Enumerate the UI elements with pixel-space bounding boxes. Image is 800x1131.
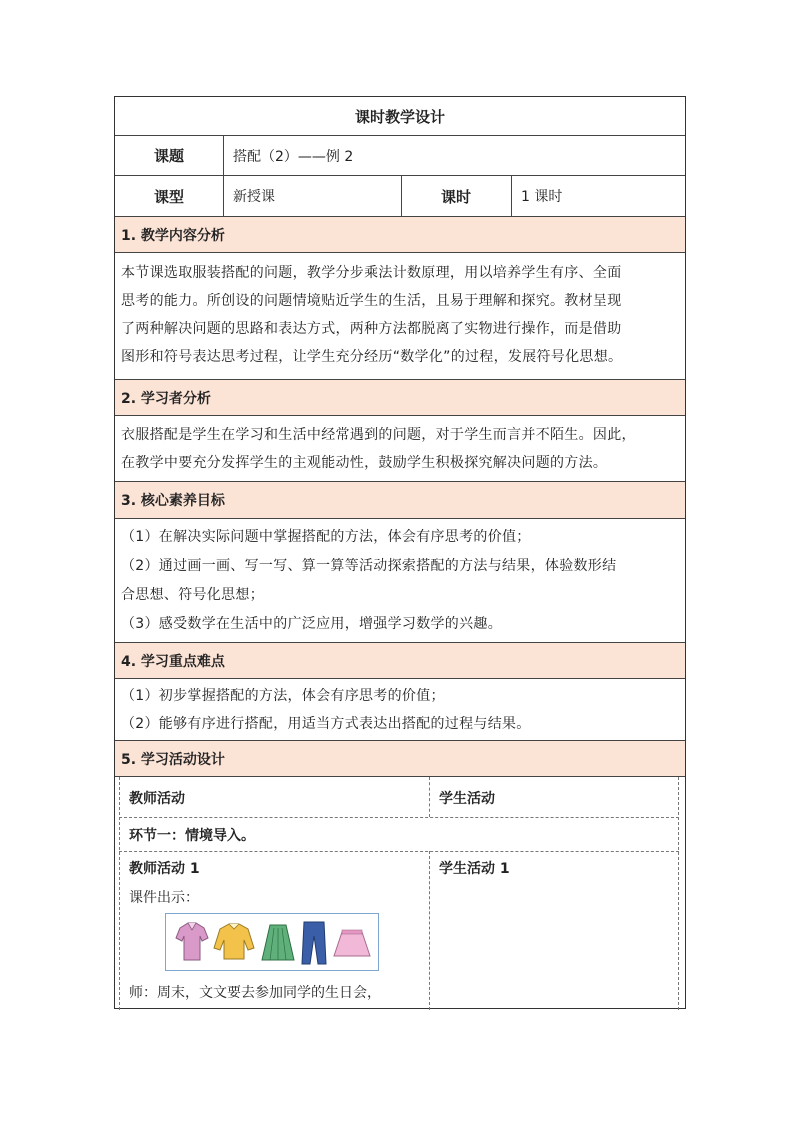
section-heading-core-goals: 3. 核心素养目标 xyxy=(115,482,685,519)
content-analysis-text xyxy=(121,259,679,371)
topic-row xyxy=(115,136,685,176)
text-line: （2）能够有序进行搭配，用适当方式表达出搭配的过程与结果。 xyxy=(121,716,531,732)
period-label: 课时 xyxy=(440,187,471,206)
green-skirt-icon xyxy=(262,925,294,960)
text-line: 衣服搭配是学生在学习和生活中经常遇到的问题，对于学生而言并不陌生。因此， xyxy=(121,427,636,443)
type-value: 新授课 xyxy=(233,189,275,205)
type-label: 课型 xyxy=(153,187,184,206)
stage-one-text: 环节一：情境导入。 xyxy=(129,828,255,844)
section-body-learner-analysis xyxy=(115,416,685,482)
section-heading-learner-analysis: 2. 学习者分析 xyxy=(115,380,685,416)
text-line: 本节课选取服装搭配的问题，教学分步乘法计数原理，用以培养学生有序、全面 xyxy=(121,265,622,281)
section-heading-key-points: 4. 学习重点难点 xyxy=(115,643,685,679)
blue-jeans-icon xyxy=(302,922,326,964)
topic-value: 搭配（2）——例 2 xyxy=(233,148,354,165)
key-points-text xyxy=(121,682,679,738)
learner-analysis-text xyxy=(121,421,679,477)
text-line: 合思想、符号化思想； xyxy=(121,587,264,603)
courseware-label: 课件出示： xyxy=(129,890,199,906)
section-body-core-goals xyxy=(115,519,685,643)
text-line: （1）在解决实际问题中掌握搭配的方法，体会有序思考的价值； xyxy=(121,529,531,545)
text-line: 了两种解决问题的思路和表达方式，两种方法都脱离了实物进行操作，而是借助 xyxy=(121,321,622,337)
text-line: 在教学中要充分发挥学生的主观能动性，鼓励学生积极探究解决问题的方法。 xyxy=(121,455,608,471)
student-activity-1: 学生活动 1 xyxy=(439,861,510,877)
clothes-image xyxy=(165,913,379,971)
core-goals-text xyxy=(121,523,679,639)
topic-label: 课题 xyxy=(153,147,184,165)
pink-skirt-icon xyxy=(334,930,370,956)
text-line: （1）初步掌握搭配的方法，体会有序思考的价值； xyxy=(121,688,445,704)
lesson-plan-table xyxy=(114,96,686,1009)
page-title: 课时教学设计 xyxy=(354,107,445,126)
yellow-sweater-icon xyxy=(214,924,254,959)
text-line: 图形和符号表达思考过程，让学生充分经历“数学化”的过程，发展符号化思想。 xyxy=(121,349,623,365)
period-value: 1 课时 xyxy=(521,189,563,205)
text-line: 思考的能力。所创设的问题情境贴近学生的生活，且易于理解和探究。教材呈现 xyxy=(121,293,622,309)
title-row xyxy=(115,97,685,136)
teacher-narration: 师：周末，文文要去参加同学的生日会， xyxy=(129,985,381,1001)
section-body-key-points xyxy=(115,679,685,741)
pink-shirt-icon xyxy=(176,923,208,960)
text-line: （3）感受数学在生活中的广泛应用，增强学习数学的兴趣。 xyxy=(121,616,503,632)
activity-table xyxy=(119,777,679,1010)
section-heading-content-analysis: 1. 教学内容分析 xyxy=(115,217,685,253)
section-body-content-analysis xyxy=(115,253,685,380)
student-activity-header: 学生活动 xyxy=(439,791,495,807)
text-line: （2）通过画一画、写一写、算一算等活动探索搭配的方法与结果，体验数形结 xyxy=(121,558,617,574)
section-heading-activity-design: 5. 学习活动设计 xyxy=(115,741,685,777)
teacher-activity-header: 教师活动 xyxy=(129,791,185,807)
type-row xyxy=(115,176,685,217)
teacher-activity-1: 教师活动 1 xyxy=(129,861,200,877)
stage-one-label xyxy=(129,825,255,845)
